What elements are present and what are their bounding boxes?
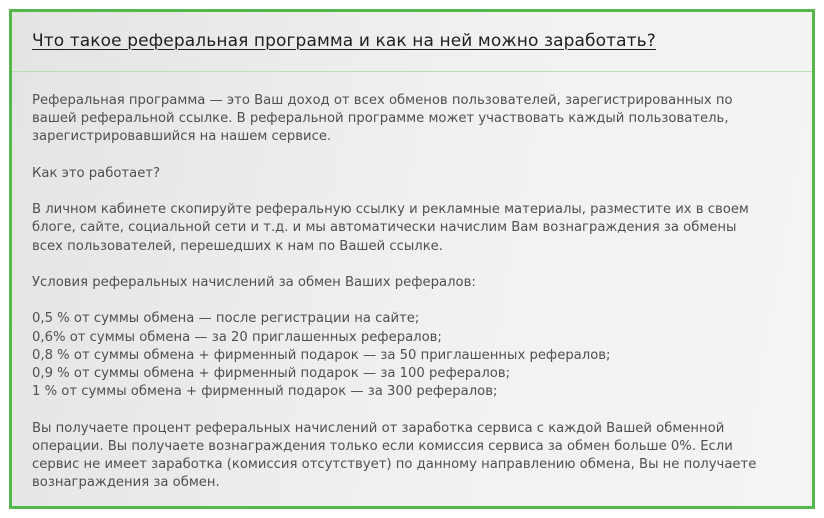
text-line: вашей реферальной ссылке. В реферальной программе может участвовать каждый пользователь, [32, 111, 729, 127]
reward-tier-item: 0,8 % от суммы обмена + фирменный подарок — за 50 приглашенных рефералов; [32, 347, 611, 363]
text-line: Условия реферальных начислений за обмен Ваших рефералов: [32, 274, 476, 290]
text-line: вознаграждения за обмен. [32, 475, 220, 491]
text-line: Как это работает? [32, 165, 160, 181]
how-it-works-heading [32, 165, 792, 183]
text-line: Вы получаете процент реферальных начислений от заработка сервиса с каждой Вашей обменной [32, 420, 725, 436]
text-line: всех пользователей, перешедших к нам по Вашей ссылке. [32, 238, 443, 254]
outro-paragraph [32, 420, 792, 493]
text-line: сервис не имеет заработка (комиссия отсутствует) по данному направлению обмена, Вы не получаете [32, 456, 757, 472]
reward-tier-item: 1 % от суммы обмена + фирменный подарок — за 300 рефералов; [32, 384, 498, 400]
faq-card [9, 9, 815, 509]
faq-question-title[interactable]: Что такое реферальная программа и как на ней можно заработать? [32, 31, 656, 51]
text-line: Реферальная программа — это Ваш доход от всех обменов пользователей, зарегистрированных по [32, 93, 733, 108]
text-line: операции. Вы получаете вознаграждения только если комиссия сервиса за обмен больше 0%. Если [32, 438, 733, 454]
text-line: блоге, сайте, социальной сети и т.д. и мы автоматически начислим Вам вознаграждения за обмены [32, 220, 737, 236]
how-it-works-paragraph [32, 201, 792, 256]
reward-tier-item: 0,9 % от суммы обмена + фирменный подарок — за 100 рефералов; [32, 365, 511, 381]
text-line: зарегистрировавшийся на нашем сервисе. [32, 129, 332, 145]
faq-answer [12, 72, 812, 492]
intro-paragraph [32, 92, 792, 147]
reward-tier-item: 0,5 % от суммы обмена — после регистрации на сайте; [32, 311, 420, 327]
conditions-heading [32, 274, 792, 292]
faq-header[interactable] [12, 12, 812, 72]
reward-tiers-list [32, 310, 792, 401]
text-line: В личном кабинете скопируйте реферальную ссылку и рекламные материалы, разместите их в своем [32, 202, 749, 218]
reward-tier-item: 0,6% от суммы обмена — за 20 приглашенных рефералов; [32, 329, 442, 345]
